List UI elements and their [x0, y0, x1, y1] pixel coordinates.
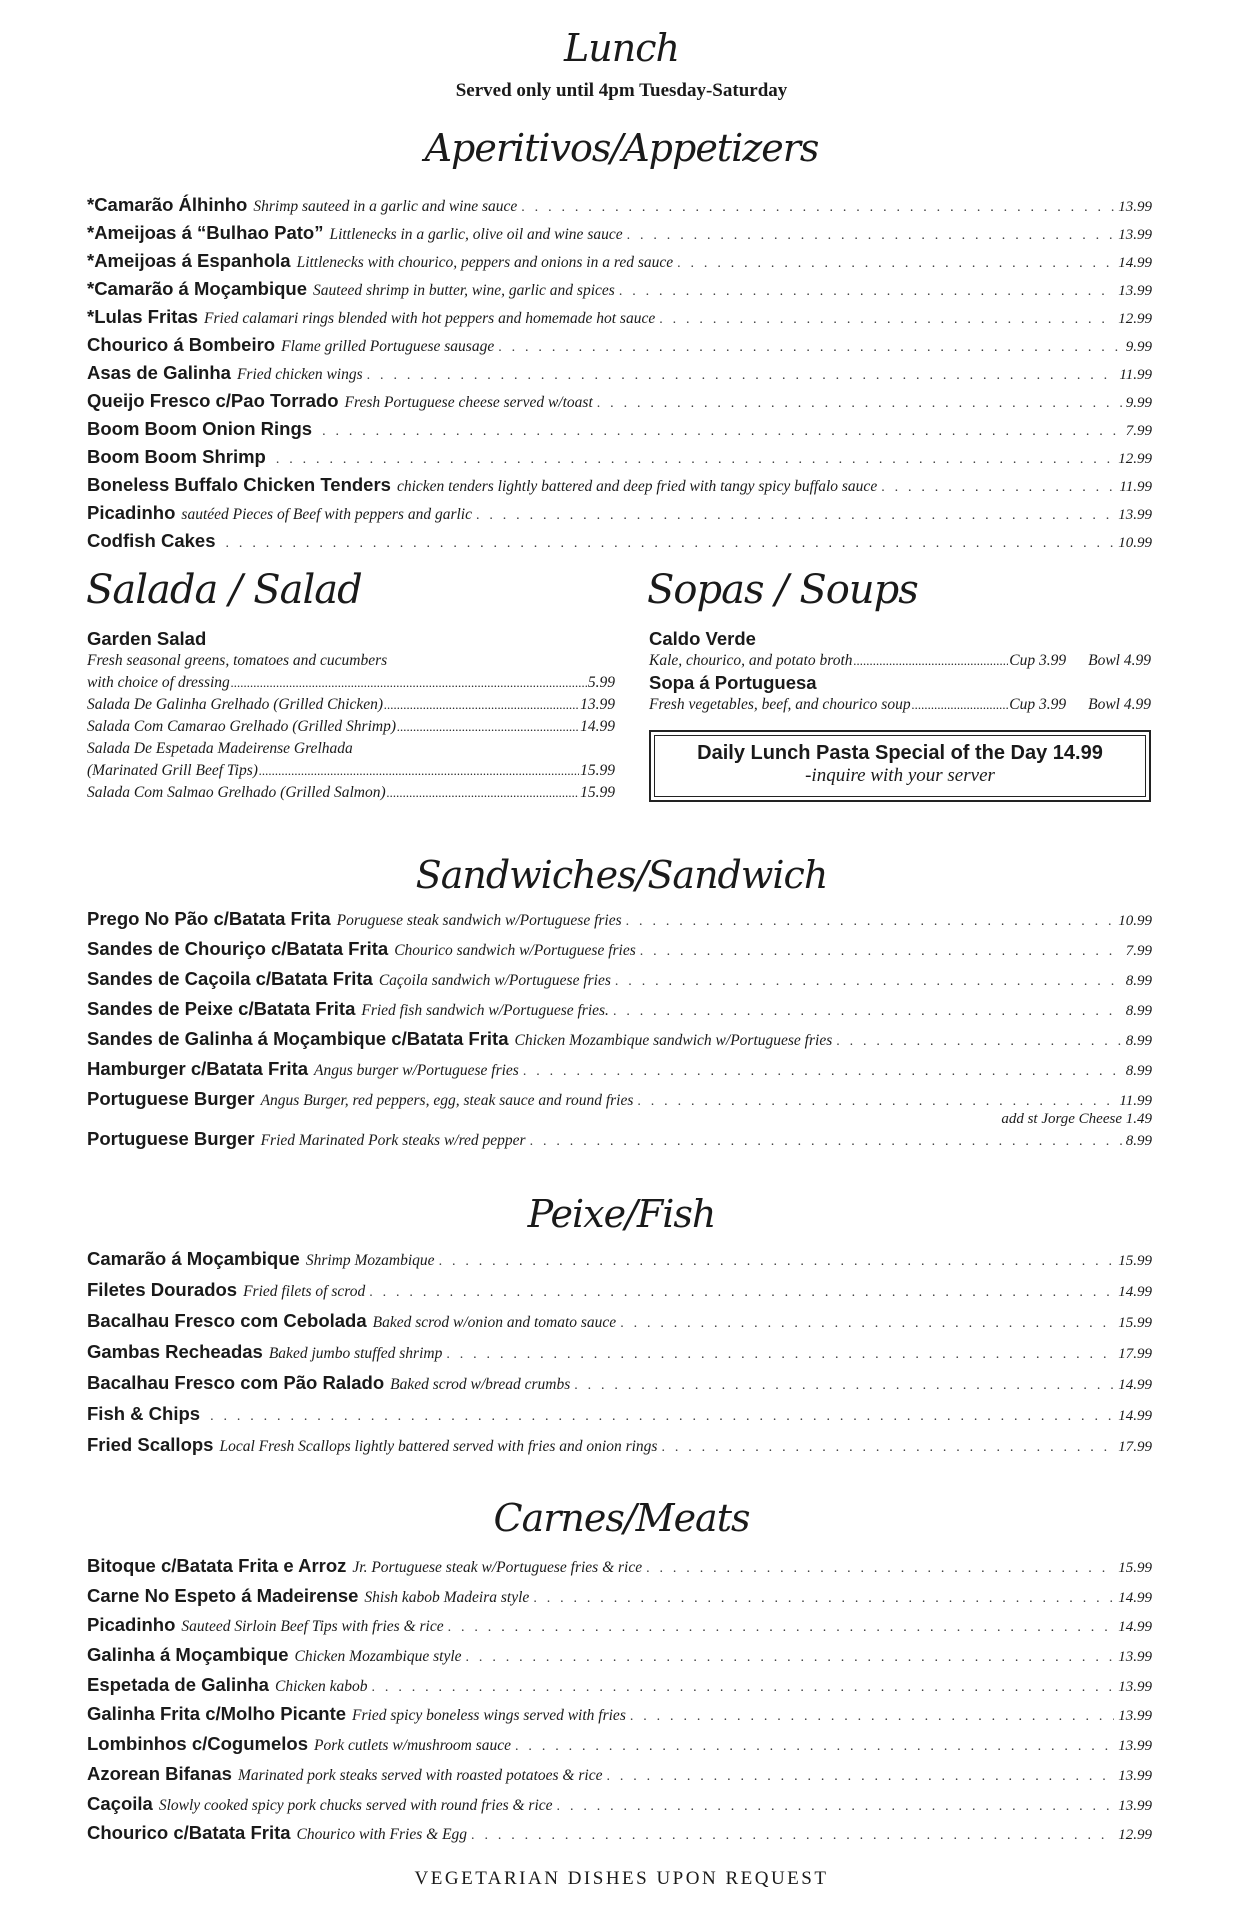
soup-name: Caldo Verde [649, 628, 756, 649]
item-desc: Jr. Portuguese steak w/Portuguese fries & rice [352, 1559, 643, 1576]
item-name: Sandes de Caçoila c/Batata Frita [87, 968, 373, 989]
item-name: *Lulas Fritas [87, 306, 199, 327]
item-price: 13.99 [1118, 199, 1152, 215]
item-desc: Littlenecks with chourico, peppers and onions in a red sauce [296, 254, 674, 271]
item-price: 9.99 [1125, 395, 1152, 411]
leader-dots [836, 1034, 1122, 1050]
menu-item [87, 908, 1152, 938]
soups-heading: Sopas / Soups [647, 567, 918, 613]
item-desc: Caçoila sandwich w/Portuguese fries [378, 972, 611, 989]
leader-dots [659, 312, 1114, 328]
item-name: Boom Boom Onion Rings [87, 418, 313, 439]
appetizers-heading: Aperitivos/Appetizers [424, 126, 819, 170]
menu-item [87, 716, 615, 738]
item-name: Sandes de Peixe c/Batata Frita [87, 998, 356, 1019]
leader-dots [367, 368, 1116, 384]
item-desc: Chourico with Fries & Egg [296, 1826, 468, 1844]
leader-dots [626, 914, 1115, 930]
item-desc: Local Fresh Scallops lightly battered served with fries and onion rings [219, 1438, 658, 1455]
item-name: *Camarão Álhinho [87, 194, 248, 215]
item-price: 10.99 [1118, 913, 1152, 929]
item-price: 8.99 [1125, 1063, 1152, 1079]
item-name: Codfish Cakes [87, 530, 216, 551]
item-price: 17.99 [1118, 1346, 1152, 1362]
leader-dots [597, 396, 1122, 412]
item-price: 14.99 [1118, 1408, 1152, 1424]
menu-item [649, 694, 1151, 716]
item-desc: Slowly cooked spicy pork chucks served with round fries & rice [158, 1796, 553, 1814]
salad-heading: Salada / Salad [86, 567, 362, 613]
item-desc: Fresh vegetables, beef, and chourico soup [649, 696, 911, 713]
item-price: 7.99 [1125, 943, 1152, 959]
menu-item [87, 1058, 1152, 1088]
menu-item [87, 1644, 1152, 1674]
item-desc: Pork cutlets w/mushroom sauce [313, 1737, 512, 1755]
menu-item [87, 1763, 1152, 1793]
leader-dots [259, 760, 579, 782]
item-price: 5.99 [587, 674, 615, 691]
item-price: 8.99 [1125, 1133, 1152, 1149]
item-desc: Sauteed shrimp in butter, wine, garlic and spices [313, 282, 615, 299]
item-desc: Fried fish sandwich w/Portuguese fries. [361, 1002, 609, 1019]
item-price: 12.99 [1118, 451, 1152, 467]
item-price: 8.99 [1125, 1003, 1152, 1019]
menu-item [87, 390, 1152, 418]
menu-item [87, 194, 1152, 222]
daily-special-note: -inquire with your server [805, 765, 995, 786]
item-name: Salada Com Camarao Grelhado (Grilled Shrimp) [87, 718, 396, 735]
garden-salad-name: Garden Salad [87, 628, 207, 649]
menu-item [87, 1585, 1152, 1615]
item-price: 13.99 [1118, 1797, 1152, 1814]
menu-item [87, 694, 615, 716]
leader-dots [515, 1739, 1114, 1755]
menu-item [87, 502, 1152, 530]
menu-item [87, 1248, 1152, 1279]
item-name: Boneless Buffalo Chicken Tenders [87, 474, 391, 495]
menu-item [87, 1793, 1152, 1823]
item-desc: Baked scrod w/bread crumbs [390, 1376, 571, 1393]
item-name: (Marinated Grill Beef Tips) [87, 762, 258, 779]
item-desc: Baked jumbo stuffed shrimp [268, 1345, 443, 1362]
soups-list [649, 628, 1151, 716]
leader-dots [448, 1620, 1115, 1636]
daily-special-box [649, 730, 1151, 802]
leader-dots [613, 1004, 1122, 1020]
item-desc: Poruguese steak sandwich w/Portuguese fries [336, 912, 622, 929]
leader-dots [521, 200, 1114, 216]
leader-dots [646, 1561, 1114, 1577]
item-desc: Shrimp sauteed in a garlic and wine sauce [253, 198, 518, 215]
item-price: 15.99 [1118, 1560, 1152, 1576]
item-desc: Marinated pork steaks served with roasted potatoes & rice [237, 1766, 603, 1784]
item-price: 14.99 [580, 718, 615, 735]
item-price: 14.99 [1118, 1377, 1152, 1393]
item-desc: with choice of dressing [87, 674, 230, 691]
item-name: Chourico á Bombeiro [87, 334, 276, 355]
menu-item [87, 1279, 1152, 1310]
item-name: Boom Boom Shrimp [87, 446, 266, 467]
menu-item [87, 1372, 1152, 1403]
item-name: Asas de Galinha [87, 362, 231, 383]
menu-item [87, 446, 1152, 474]
leader-dots [574, 1378, 1114, 1394]
item-desc: sautéed Pieces of Beef with peppers and garlic [181, 506, 472, 523]
item-name: Prego No Pão c/Batata Frita [87, 908, 331, 929]
item-price: 13.99 [1118, 1767, 1152, 1784]
soup-name: Sopa á Portuguesa [649, 672, 817, 693]
item-desc: Angus Burger, red peppers, egg, steak sauce and round fries [260, 1092, 634, 1109]
item-name: Galinha Frita c/Molho Picante [87, 1703, 347, 1725]
item-price: 7.99 [1125, 423, 1152, 439]
item-price: 10.99 [1118, 535, 1152, 551]
item-name: *Ameijoas á “Bulhao Pato” [87, 222, 324, 243]
menu-item [87, 1733, 1152, 1763]
item-desc: Fresh Portuguese cheese served w/toast [344, 394, 593, 411]
item-name: *Ameijoas á Espanhola [87, 250, 291, 271]
item-desc: Baked scrod w/onion and tomato sauce [372, 1314, 617, 1331]
menu-item [87, 760, 615, 782]
item-price: 8.99 [1125, 1033, 1152, 1049]
leader-dots [530, 1134, 1122, 1150]
menu-item [87, 1088, 1152, 1110]
leader-dots [606, 1769, 1114, 1785]
menu-item [87, 938, 1152, 968]
leader-dots [627, 228, 1115, 244]
item-price: 15.99 [1118, 1253, 1152, 1269]
leader-dots [276, 452, 1114, 468]
item-desc: Flame grilled Portuguese sausage [281, 338, 495, 355]
item-desc: Sauteed Sirloin Beef Tips with fries & rice [181, 1618, 444, 1636]
leader-dots [384, 694, 579, 716]
item-name: Fish & Chips [87, 1403, 201, 1424]
item-name: Salada De Galinha Grelhado (Grilled Chicken) [87, 696, 384, 713]
item-desc: Chicken Mozambique style [294, 1648, 462, 1666]
cheese-addon: add st Jorge Cheese 1.49 [1001, 1111, 1152, 1127]
item-name: Gambas Recheadas [87, 1341, 263, 1362]
item-price: 13.99 [1118, 507, 1152, 523]
leader-dots [533, 1591, 1114, 1607]
item-price: 13.99 [1118, 1649, 1152, 1666]
menu-item [87, 968, 1152, 998]
leader-dots [387, 782, 579, 804]
leader-dots [372, 1680, 1115, 1696]
item-price: 14.99 [1118, 1619, 1152, 1636]
menu-item [649, 650, 1151, 672]
item-name: Queijo Fresco c/Pao Torrado [87, 390, 339, 411]
item-name: Portuguese Burger [87, 1128, 255, 1149]
meats-list [87, 1555, 1152, 1852]
item-price: 8.99 [1125, 973, 1152, 989]
item-name: *Camarão á Moçambique [87, 278, 308, 299]
item-name: Sandes de Galinha á Moçambique c/Batata Frita [87, 1028, 509, 1049]
item-desc: Littlenecks in a garlic, olive oil and wine sauce [329, 226, 623, 243]
menu-item [87, 278, 1152, 306]
item-desc: Chicken kabob [274, 1677, 368, 1695]
leader-dots [210, 1409, 1114, 1425]
meats-heading: Carnes/Meats [493, 1496, 750, 1540]
item-price: 13.99 [1118, 1738, 1152, 1755]
sandwiches-list [87, 908, 1152, 1158]
item-price: 14.99 [1118, 255, 1152, 271]
item-name: Salada De Espetada Madeirense Grelhada [87, 740, 353, 757]
appetizers-list [87, 194, 1152, 558]
garden-salad-desc: Fresh seasonal greens, tomatoes and cucumbers [87, 652, 388, 669]
fish-list [87, 1248, 1152, 1465]
menu-item [87, 474, 1152, 502]
menu-item [87, 1341, 1152, 1372]
bowl-price: Bowl 4.99 [1088, 652, 1151, 669]
menu-item [87, 362, 1152, 390]
item-name: Bacalhau Fresco com Pão Ralado [87, 1372, 385, 1393]
menu-item [87, 1434, 1152, 1465]
sandwiches-heading: Sandwiches/Sandwich [415, 853, 828, 897]
cup-price: Cup 3.99 [1009, 696, 1067, 713]
leader-dots [476, 508, 1114, 524]
leader-dots [226, 536, 1115, 552]
leader-dots [615, 974, 1122, 990]
menu-item [87, 418, 1152, 446]
item-name: Azorean Bifanas [87, 1762, 232, 1784]
item-desc: Angus burger w/Portuguese fries [314, 1062, 519, 1079]
item-desc: Fried filets of scrod [243, 1283, 366, 1300]
item-name: Picadinho [87, 502, 176, 523]
item-desc: Fried spicy boneless wings served with fries [352, 1707, 626, 1725]
item-desc: Fried chicken wings [236, 366, 363, 383]
item-name: Salada Com Salmao Grelhado (Grilled Salmon) [87, 784, 386, 801]
item-price: 11.99 [1119, 479, 1152, 495]
menu-item [87, 530, 1152, 558]
menu-item [87, 1128, 1152, 1158]
leader-dots [523, 1064, 1122, 1080]
leader-dots [677, 256, 1114, 272]
fish-heading: Peixe/Fish [527, 1192, 716, 1236]
daily-special-inner [654, 735, 1146, 797]
item-name: Bitoque c/Batata Frita e Arroz [87, 1555, 347, 1576]
menu-item [87, 306, 1152, 334]
item-name: Fried Scallops [87, 1434, 214, 1455]
item-name: Camarão á Moçambique [87, 1248, 300, 1269]
leader-dots [397, 716, 579, 738]
item-price: 15.99 [580, 784, 615, 801]
leader-dots [471, 1828, 1114, 1844]
menu-item [87, 1674, 1152, 1704]
menu-item [87, 998, 1152, 1028]
item-name: Hamburger c/Batata Frita [87, 1058, 309, 1079]
item-name: Sandes de Chouriço c/Batata Frita [87, 938, 389, 959]
leader-dots [619, 284, 1114, 300]
menu-item [87, 334, 1152, 362]
page-subtitle: Served only until 4pm Tuesday-Saturday [455, 80, 788, 101]
menu-item [87, 672, 615, 694]
item-price: 11.99 [1119, 367, 1152, 383]
leader-dots [640, 944, 1122, 960]
item-price: 15.99 [1118, 1315, 1152, 1331]
daily-special-title: Daily Lunch Pasta Special of the Day 14.99 [697, 742, 1103, 764]
leader-dots [231, 672, 587, 694]
leader-dots [446, 1347, 1114, 1363]
item-price: 14.99 [1118, 1284, 1152, 1300]
menu-item [87, 222, 1152, 250]
item-desc: Chicken Mozambique sandwich w/Portuguese fries [514, 1032, 833, 1049]
menu-item [87, 1555, 1152, 1585]
menu-item [87, 250, 1152, 278]
item-name: Lombinhos c/Cogumelos [87, 1733, 308, 1755]
leader-dots [620, 1316, 1114, 1332]
menu-item [87, 1703, 1152, 1733]
item-price: 13.99 [1118, 283, 1152, 299]
menu-item [87, 1028, 1152, 1058]
menu-item [87, 1822, 1152, 1852]
menu-item [87, 1403, 1152, 1434]
leader-dots [498, 340, 1122, 356]
leader-dots [439, 1254, 1115, 1270]
leader-dots [466, 1650, 1115, 1666]
item-desc: Shish kabob Madeira style [364, 1588, 530, 1606]
item-price: 13.99 [1118, 227, 1152, 243]
item-name: Filetes Dourados [87, 1279, 238, 1300]
item-price: 13.99 [580, 696, 615, 713]
item-name: Galinha á Moçambique [87, 1644, 289, 1666]
item-price: 13.99 [1118, 1708, 1152, 1725]
item-price: 15.99 [580, 762, 615, 779]
bowl-price: Bowl 4.99 [1088, 696, 1151, 713]
item-name: Chourico c/Batata Frita [87, 1822, 291, 1844]
item-name: Caçoila [87, 1792, 153, 1814]
item-name: Bacalhau Fresco com Cebolada [87, 1310, 367, 1331]
item-name: Portuguese Burger [87, 1088, 255, 1109]
leader-dots [322, 424, 1122, 440]
vegetarian-note: VEGETARIAN DISHES UPON REQUEST [414, 1868, 829, 1889]
leader-dots [881, 480, 1115, 496]
menu-item [87, 1614, 1152, 1644]
leader-dots [661, 1440, 1114, 1456]
menu-item [87, 782, 615, 804]
item-name: Espetada de Galinha [87, 1673, 269, 1695]
item-price: 12.99 [1118, 311, 1152, 327]
item-price: 17.99 [1118, 1439, 1152, 1455]
item-price: 11.99 [1119, 1093, 1152, 1109]
item-desc: Kale, chourico, and potato broth [649, 652, 853, 669]
item-name: Picadinho [87, 1614, 176, 1636]
menu-item [87, 1310, 1152, 1341]
item-desc: Fried Marinated Pork steaks w/red pepper [260, 1132, 526, 1149]
item-price: 14.99 [1118, 1589, 1152, 1606]
leader-dots [637, 1094, 1115, 1110]
leader-dots [630, 1709, 1114, 1725]
leader-dots [854, 650, 1009, 672]
page-title: Lunch [564, 26, 679, 70]
leader-dots [557, 1799, 1115, 1815]
salad-list [87, 628, 615, 804]
item-price: 9.99 [1125, 339, 1152, 355]
item-price: 12.99 [1118, 1827, 1152, 1844]
item-desc: Shrimp Mozambique [305, 1252, 435, 1269]
item-price: 13.99 [1118, 1678, 1152, 1695]
leader-dots [912, 694, 1009, 716]
item-name: Carne No Espeto á Madeirense [87, 1584, 359, 1606]
cup-price: Cup 3.99 [1009, 652, 1067, 669]
item-desc: chicken tenders lightly battered and deep fried with tangy spicy buffalo sauce [396, 478, 878, 495]
leader-dots [369, 1285, 1114, 1301]
item-desc: Fried calamari rings blended with hot peppers and homemade hot sauce [204, 310, 656, 327]
item-desc: Chourico sandwich w/Portuguese fries [394, 942, 636, 959]
